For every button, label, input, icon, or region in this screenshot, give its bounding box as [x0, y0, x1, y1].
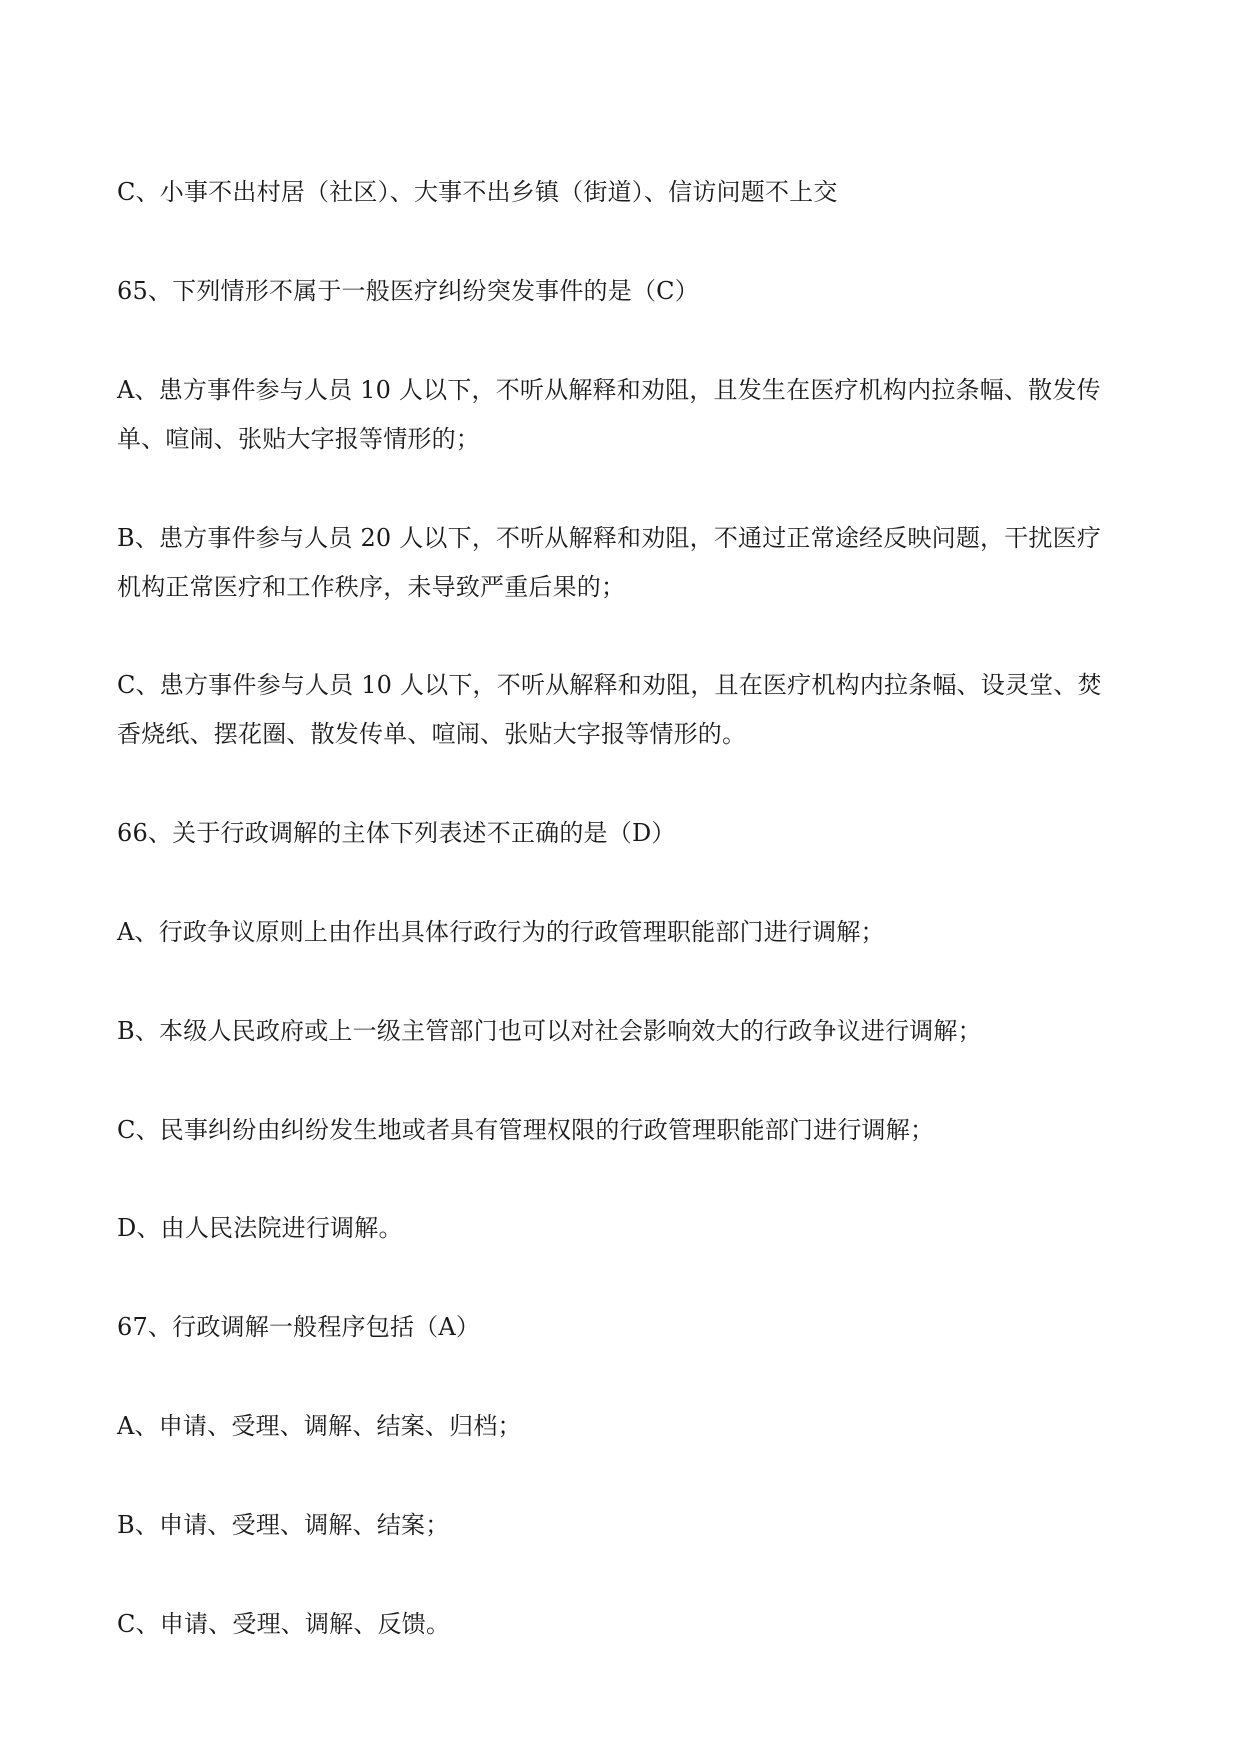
- q65-option-a-line2: 单、喧闹、张贴大字报等情形的；: [117, 425, 480, 453]
- q65-option-c-line1: C、患方事件参与人员 10 人以下，不听从解释和劝阻，且在医疗机构内拉条幅、设灵堂、焚: [117, 671, 1102, 699]
- q64-option-c: C、小事不出村居（社区）、大事不出乡镇（街道）、信访问题不上交: [117, 178, 838, 206]
- q67-option-b: B、申请、受理、调解、结案；: [117, 1511, 450, 1539]
- q66-question: 66、关于行政调解的主体下列表述不正确的是（D）: [117, 819, 676, 847]
- q67-option-a: A、申请、受理、调解、结案、归档；: [117, 1412, 522, 1440]
- q66-option-a: A、行政争议原则上由作出具体行政行为的行政管理职能部门进行调解；: [117, 918, 885, 946]
- q65-option-c-line2: 香烧纸、摆花圈、散发传单、喧闹、张贴大字报等情形的。: [117, 720, 747, 748]
- q67-question: 67、行政调解一般程序包括（A）: [117, 1313, 481, 1341]
- q65-question: 65、下列情形不属于一般医疗纠纷突发事件的是（C）: [117, 277, 699, 305]
- q66-option-d: D、由人民法院进行调解。: [117, 1214, 403, 1242]
- q65-option-b-line1: B、患方事件参与人员 20 人以下，不听从解释和劝阻，不通过正常途经反映问题，干扰医疗: [117, 524, 1102, 552]
- q67-option-c: C、申请、受理、调解、反馈。: [117, 1610, 451, 1638]
- q66-option-b: B、本级人民政府或上一级主管部门也可以对社会影响效大的行政争议进行调解；: [117, 1017, 982, 1045]
- q65-option-a-line1: A、患方事件参与人员 10 人以下，不听从解释和劝阻，且发生在医疗机构内拉条幅、散发传: [117, 376, 1101, 404]
- q65-option-b-line2: 机构正常医疗和工作秩序，未导致严重后果的；: [117, 573, 626, 601]
- q66-option-c: C、民事纠纷由纠纷发生地或者具有管理权限的行政管理职能部门进行调解；: [117, 1116, 935, 1144]
